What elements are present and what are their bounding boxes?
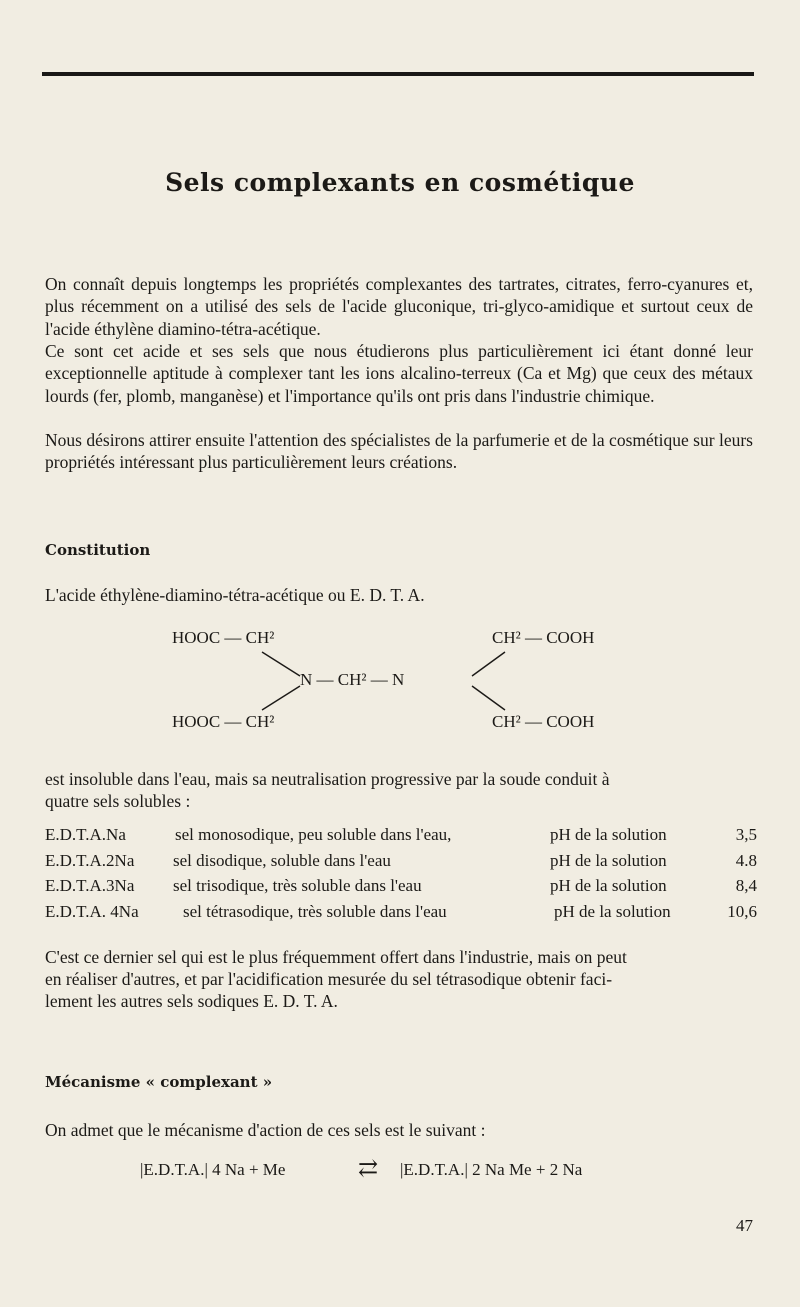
salt-name: E.D.T.A.2Na (45, 850, 135, 870)
reaction-left: |E.D.T.A.| 4 Na + Me (140, 1160, 286, 1179)
salt-name: E.D.T.A. 4Na (45, 901, 139, 921)
formula-bottom-right: CH² — COOH (492, 712, 595, 731)
ph-label: pH de la solution (550, 825, 667, 844)
page-number: 47 (736, 1216, 753, 1235)
salt-row (45, 902, 757, 928)
section-heading-constitution: Constitution (45, 541, 151, 559)
ph-value: 4.8 (735, 850, 757, 870)
reaction-right: |E.D.T.A.| 2 Na Me + 2 Na (400, 1160, 583, 1179)
salt-description: sel trisodique, très soluble dans l'eau (173, 876, 422, 895)
formula-top-left: HOOC — CH² (172, 628, 275, 647)
ph-value: 8,4 (735, 876, 757, 895)
header-rule (42, 72, 754, 76)
salt-description: sel tétrasodique, très soluble dans l'eau (183, 901, 447, 921)
salt-description: sel monosodique, peu soluble dans l'eau, (175, 825, 452, 844)
ph-value: 3,5 (735, 825, 757, 844)
section-heading-mecanisme: Mécanisme « complexant » (45, 1073, 273, 1091)
ph-label: pH de la solution (550, 850, 667, 870)
salts-table (45, 825, 757, 927)
closing-line-3: lement les autres sels sodiques E. D. T. A. (45, 991, 338, 1011)
salt-row (45, 876, 757, 902)
edta-structural-formula (0, 620, 800, 740)
mechanism-intro: On admet que le mécanisme d'action de ces sels est le suivant : (45, 1120, 486, 1140)
insolubility-text: est insoluble dans l'eau, mais sa neutralisation progressive par la soude conduit à (45, 769, 610, 789)
constitution-intro: L'acide éthylène-diamino-tétra-acétique ou E. D. T. A. (45, 585, 425, 605)
formula-top-right: CH² — COOH (492, 628, 595, 647)
salt-name: E.D.T.A.Na (45, 825, 126, 844)
formula-bottom-left: HOOC — CH² (172, 712, 275, 731)
ph-label: pH de la solution (550, 876, 667, 895)
closing-line-1: C'est ce dernier sel qui est le plus fréquemment offert dans l'industrie, mais on peut (45, 947, 627, 967)
intro-paragraph-3: Nous désirons attirer ensuite l'attention des spécialistes de la parfumerie et de la cosmétique sur leurs propriétés intéressant plus particulièrement leurs créations. (45, 430, 753, 473)
ph-value: 10,6 (727, 901, 757, 921)
intro-paragraph-2: Ce sont cet acide et ses sels que nous étudierons plus particulièrement ici étant donné leur exceptionnelle aptitude à complexer tant les ions alcalino-terreux (Ca et Mg) que ceux des métaux lourds (fer, plomb, manganèse) et l'importance qu'ils ont pris dans l'industrie chimique. (45, 341, 753, 406)
salt-name: E.D.T.A.3Na (45, 876, 135, 895)
page-title: Sels complexants en cosmétique (165, 168, 635, 197)
intro-paragraph-1: On connaît depuis longtemps les propriétés complexantes des tartrates, citrates, ferro-cyanures et, plus récemment on a utilisé des sels de l'acide gluconique, tri-glyco-amidique et surtout ceux de l'acide éthylène diamino-tétra-acétique. (45, 274, 753, 339)
reaction-equation (0, 1150, 800, 1190)
ph-label: pH de la solution (554, 901, 671, 921)
closing-line-2: en réaliser d'autres, et par l'acidification mesurée du sel tétrasodique obtenir faci- (45, 969, 613, 989)
salt-row (45, 851, 757, 877)
equilibrium-arrows-icon: ⇄ (358, 1156, 379, 1182)
insolubility-text-2: quatre sels solubles : (45, 791, 191, 811)
salt-description: sel disodique, soluble dans l'eau (173, 850, 391, 870)
formula-center: N — CH² — N (300, 670, 405, 689)
salt-row (45, 825, 757, 851)
